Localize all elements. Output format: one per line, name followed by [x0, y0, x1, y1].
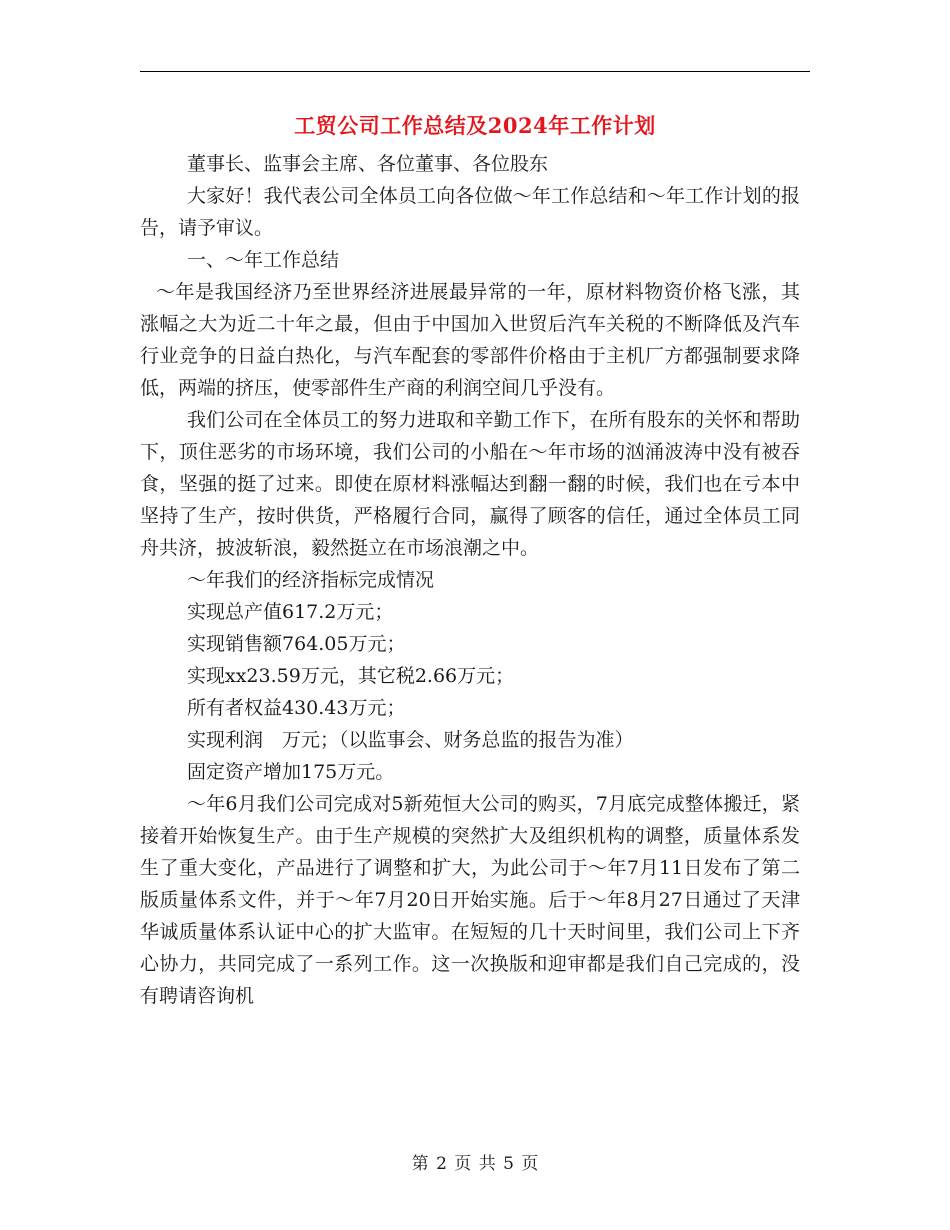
section-heading: 一、～年工作总结	[187, 249, 340, 271]
salutation-paragraph: 董事长、监事会主席、各位董事、各位股东	[187, 153, 549, 175]
page-number: 第 2 页 共 5 页	[411, 1154, 539, 1174]
indicator-item: 固定资产增加175万元。	[187, 761, 395, 783]
greeting-paragraph: 大家好！我代表公司全体员工向各位做～年工作总结和～年工作计划的报告，请予审议。	[140, 185, 800, 239]
indicator-heading: ～年我们的经济指标完成情况	[187, 569, 435, 591]
header-rule	[140, 71, 810, 72]
indicator-item: 实现利润 万元；（以监事会、财务总监的报告为准）	[187, 729, 634, 751]
body-paragraph: 我们公司在全体员工的努力进取和辛勤工作下，在所有股东的关怀和帮助下，顶住恶劣的市场环境，我们公司的小船在～年市场的汹涌波涛中没有被吞食，坚强的挺了过来。即使在原材料涨幅达到翻一翻的时候，我们也在亏本中坚持了生产，按时供货，严格履行合同，赢得了顾客的信任，通过全体员工同舟共济，披波斩浪，毅然挺立在市场浪潮之中。	[140, 409, 800, 559]
document-title: 工贸公司工作总结及2024年工作计划	[294, 113, 656, 138]
document-body	[140, 148, 800, 1012]
body-paragraph: ～年是我国经济乃至世界经济进展最异常的一年，原材料物资价格飞涨，其涨幅之大为近二十年之最，但由于中国加入世贸后汽车关税的不断降低及汽车行业竞争的日益白热化，与汽车配套的零部件价格由于主机厂方都强制要求降低，两端的挤压，使零部件生产商的利润空间几乎没有。	[140, 281, 800, 399]
indicator-item: 实现总产值617.2万元；	[187, 601, 394, 623]
indicator-item: 所有者权益430.43万元；	[187, 697, 406, 719]
indicator-item: 实现xx23.59万元，其它税2.66万元；	[187, 665, 515, 687]
body-paragraph: ～年6月我们公司完成对5新苑恒大公司的购买，7月底完成整体搬迁，紧接着开始恢复生产。由于生产规模的突然扩大及组织机构的调整，质量体系发生了重大变化，产品进行了调整和扩大，为此公司于～年7月11日发布了第二版质量体系文件，并于～年7月20日开始实施。后于～年8月27日通过了天津华诚质量体系认证中心的扩大监审。在短短的几十天时间里，我们公司上下齐心协力，共同完成了一系列工作。这一次换版和迎审都是我们自己完成的，没有聘请咨询机	[140, 793, 800, 1007]
indicator-item: 实现销售额764.05万元；	[187, 633, 406, 655]
